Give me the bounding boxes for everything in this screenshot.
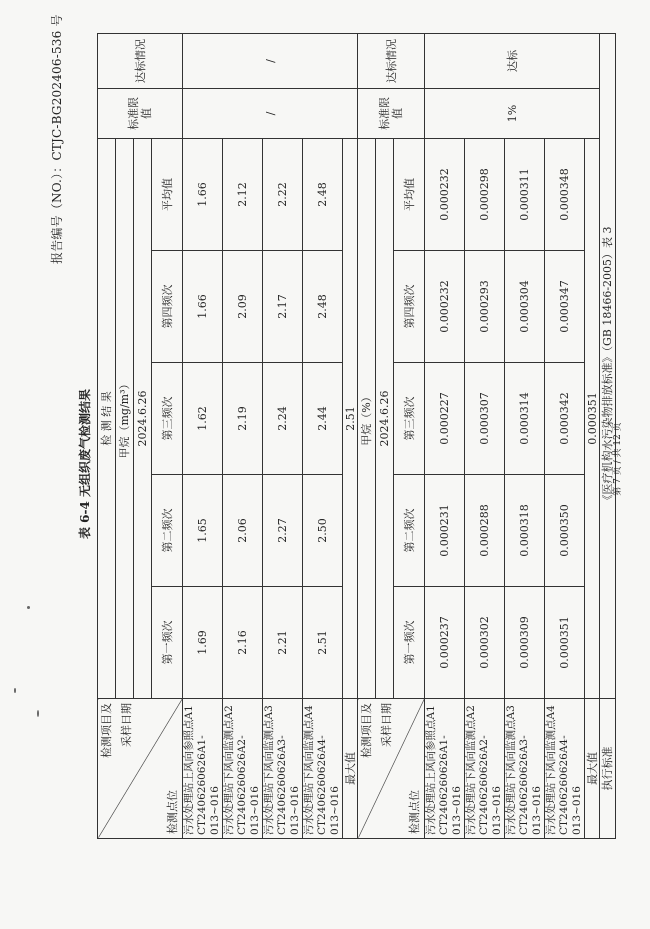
- std-limit-value: 1%: [425, 88, 600, 138]
- sampling-date-label: 采样日期: [120, 703, 133, 747]
- point-cell: [303, 699, 343, 839]
- value-cell: 0.000302: [465, 587, 505, 699]
- header-diagonal-cell: [358, 699, 425, 839]
- value-cell: 1.62: [183, 363, 223, 475]
- point-cell: [465, 699, 505, 839]
- freq-header: 第四频次: [394, 251, 425, 363]
- std-limit-header: 标准限值: [358, 88, 425, 138]
- point-name: 污水处理站下风向监测点A2: [465, 705, 477, 835]
- freq-header: 平均值: [394, 138, 425, 250]
- value-cell: 2.06: [223, 475, 263, 587]
- compliance-value: 达标: [425, 33, 600, 88]
- std-limit-value: /: [183, 88, 358, 138]
- freq-header: 平均值: [152, 138, 183, 250]
- point-cell: [183, 699, 223, 839]
- sample-code: CT2406260626A2-013~016: [478, 735, 503, 835]
- value-cell: 0.000227: [425, 363, 465, 475]
- value-cell: 0.000318: [505, 475, 545, 587]
- compliance-header: 达标情况: [98, 33, 183, 88]
- point-name: 污水处理站下风向监测点A3: [263, 705, 275, 835]
- scan-speck: [27, 606, 30, 609]
- freq-header: 第二频次: [394, 475, 425, 587]
- value-cell: 2.16: [223, 587, 263, 699]
- value-cell: 0.000347: [545, 251, 585, 363]
- avg-cell: 0.000298: [465, 138, 505, 250]
- result-header: 检 测 结 果: [98, 138, 116, 698]
- sample-code: CT2406260626A1-013~016: [438, 735, 463, 835]
- value-cell: 0.000314: [505, 363, 545, 475]
- point-label: 检测点位: [408, 790, 421, 834]
- value-cell: 2.44: [303, 363, 343, 475]
- header-diagonal-cell: [98, 699, 183, 839]
- compliance-value: /: [183, 33, 358, 88]
- avg-cell: 0.000348: [545, 138, 585, 250]
- value-cell: 2.48: [303, 251, 343, 363]
- freq-header: 第二频次: [152, 475, 183, 587]
- value-cell: 0.000237: [425, 587, 465, 699]
- sample-code: CT2406260626A3-013~016: [276, 735, 301, 835]
- avg-cell: 1.66: [183, 138, 223, 250]
- value-cell: 0.000309: [505, 587, 545, 699]
- point-cell: [263, 699, 303, 839]
- point-name: 污水处理站下风向监测点A3: [505, 705, 517, 835]
- std-limit-header: 标准限值: [98, 88, 183, 138]
- point-name: 污水处理站下风向监测点A4: [545, 705, 557, 835]
- value-cell: 2.19: [223, 363, 263, 475]
- point-name: 污水处理站下风向监测点A4: [303, 705, 315, 835]
- results-table: [97, 33, 616, 839]
- value-cell: 2.17: [263, 251, 303, 363]
- max-label: 最大值: [585, 699, 600, 839]
- freq-header: 第一频次: [394, 587, 425, 699]
- exec-std-value: 《医疗机构水污染物排放标准》（GB 18466-2005）表 3: [600, 33, 616, 698]
- freq-header: 第一频次: [152, 587, 183, 699]
- report-number: 报告编号（NO.）：CTJC-BG202406-536 号: [50, 14, 64, 264]
- scan-speck: [37, 710, 39, 717]
- avg-cell: 2.48: [303, 138, 343, 250]
- value-cell: 0.000350: [545, 475, 585, 587]
- value-cell: 1.65: [183, 475, 223, 587]
- value-cell: 0.000307: [465, 363, 505, 475]
- value-cell: 0.000232: [425, 251, 465, 363]
- item-label: 检测项目及: [100, 703, 113, 758]
- value-cell: 1.69: [183, 587, 223, 699]
- max-value: 0.000351: [585, 138, 600, 698]
- value-cell: 0.000288: [465, 475, 505, 587]
- max-label: 最大值: [343, 699, 358, 839]
- sampling-date-label: 采样日期: [380, 703, 393, 747]
- sample-code: CT2406260626A4-013~016: [558, 735, 583, 835]
- avg-cell: 0.000232: [425, 138, 465, 250]
- item-name: 甲烷（%）: [358, 138, 376, 698]
- sample-code: CT2406260626A2-013~016: [236, 735, 261, 835]
- page-footer: 第 7 页 / 共 12 页: [613, 422, 623, 496]
- table-caption: 表 6-4 无组织废气检测结果: [78, 388, 92, 539]
- point-cell: [223, 699, 263, 839]
- avg-cell: 2.12: [223, 138, 263, 250]
- point-cell: [425, 699, 465, 839]
- freq-header: 第三频次: [394, 363, 425, 475]
- value-cell: 2.51: [303, 587, 343, 699]
- value-cell: 1.66: [183, 251, 223, 363]
- point-cell: [545, 699, 585, 839]
- value-cell: 0.000231: [425, 475, 465, 587]
- avg-cell: 2.22: [263, 138, 303, 250]
- value-cell: 0.000342: [545, 363, 585, 475]
- value-cell: 2.09: [223, 251, 263, 363]
- sample-code: CT2406260626A3-013~016: [518, 735, 543, 835]
- value-cell: 2.24: [263, 363, 303, 475]
- value-cell: 2.50: [303, 475, 343, 587]
- point-name: 污水处理站上风向参照点A1: [425, 705, 437, 835]
- avg-cell: 0.000311: [505, 138, 545, 250]
- point-label: 检测点位: [166, 790, 179, 834]
- item-label: 检测项目及: [360, 703, 373, 758]
- value-cell: 0.000351: [545, 587, 585, 699]
- sample-date: 2024.6.26: [134, 138, 152, 698]
- point-name: 污水处理站下风向监测点A2: [223, 705, 235, 835]
- freq-header: 第四频次: [152, 251, 183, 363]
- freq-header: 第三频次: [152, 363, 183, 475]
- sample-date: 2024.6.26: [376, 138, 394, 698]
- value-cell: 2.27: [263, 475, 303, 587]
- sample-code: CT2406260626A4-013~016: [316, 735, 341, 835]
- sample-code: CT2406260626A1-013~016: [196, 735, 221, 835]
- point-name: 污水处理站上风向参照点A1: [183, 705, 195, 835]
- item-name: 甲烷（mg/m³）: [116, 138, 134, 698]
- value-cell: 0.000293: [465, 251, 505, 363]
- value-cell: 2.21: [263, 587, 303, 699]
- max-value: 2.51: [343, 138, 358, 698]
- value-cell: 0.000304: [505, 251, 545, 363]
- compliance-header: 达标情况: [358, 33, 425, 88]
- scan-speck: [14, 688, 16, 693]
- exec-std-label: 执行标准: [600, 699, 616, 839]
- point-cell: [505, 699, 545, 839]
